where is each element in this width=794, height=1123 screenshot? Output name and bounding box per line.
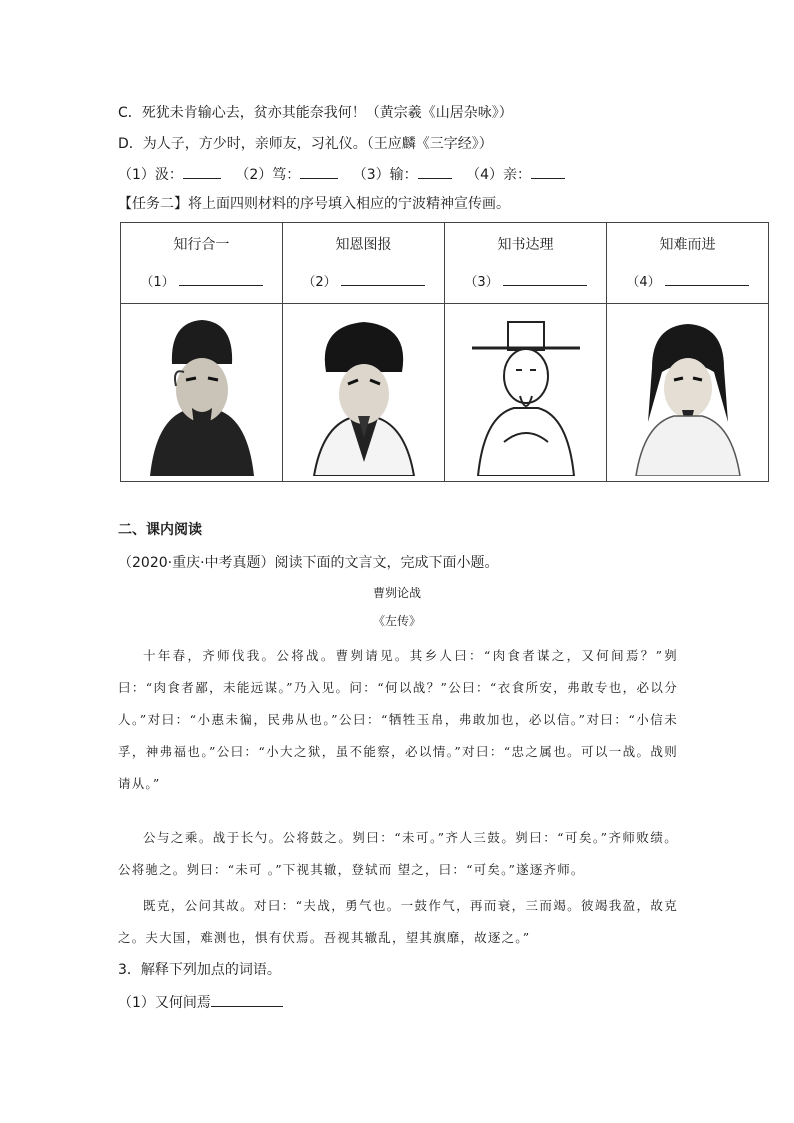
poster-blank-4[interactable] bbox=[665, 271, 749, 286]
question-3-1-blank[interactable] bbox=[211, 992, 283, 1007]
poster-cell-2 bbox=[283, 223, 445, 304]
poster-title-3: 知书达理 bbox=[497, 237, 554, 253]
portrait-cell-1 bbox=[121, 304, 283, 482]
answer-blank-4[interactable] bbox=[531, 164, 565, 179]
poster-num-1: （1） bbox=[140, 275, 175, 290]
section-heading: 二、课内阅读 bbox=[118, 522, 202, 538]
scholar-portrait-1 bbox=[142, 312, 262, 476]
scholar-portrait-4 bbox=[628, 312, 748, 476]
fill-in-label-4: （4）亲： bbox=[466, 167, 532, 183]
poster-num-4: （4） bbox=[626, 275, 661, 290]
poster-cell-1 bbox=[121, 223, 283, 304]
fill-in-label-3: （3）输： bbox=[352, 167, 418, 183]
poster-blank-2[interactable] bbox=[341, 271, 425, 286]
answer-blank-1[interactable] bbox=[183, 164, 221, 179]
option-c: C．死犹未肯输心去，贫亦其能奈我何！（黄宗羲《山居杂咏》） bbox=[118, 105, 513, 121]
fill-in-row bbox=[118, 164, 565, 185]
option-d: D．为人子，方少时，亲师友，习礼仪。（王应麟《三字经》） bbox=[118, 136, 493, 152]
portrait-cell-2 bbox=[283, 304, 445, 482]
task-two-instruction: 【任务二】将上面四则材料的序号填入相应的宁波精神宣传画。 bbox=[118, 196, 510, 212]
section-intro: （2020·重庆·中考真题）阅读下面的文言文，完成下面小题。 bbox=[118, 555, 499, 571]
poster-title-4: 知难而进 bbox=[659, 237, 716, 253]
answer-blank-2[interactable] bbox=[300, 164, 338, 179]
question-3-1 bbox=[118, 992, 283, 1013]
official-portrait-3 bbox=[464, 312, 588, 476]
question-3-1-label: （1）又何间焉 bbox=[118, 995, 211, 1011]
passage-paragraph-1: 十年春，齐师伐我。公将战。曹刿请见。其乡人曰：“肉食者谋之，又何间焉？”刿曰：“肉食者鄙，未能远谋。”乃入见。问：“何以战？”公曰：“衣食所安，弗敢专也，必以分人。”对曰：“小惠未徧，民弗从也。”公曰：“牺牲玉帛，弗敢加也，必以信。”对曰：“小信未孚，神弗福也。”公曰：“小大之狱，虽不能察，必以情。”对曰：“忠之属也。可以一战。战则请从。” bbox=[118, 648, 678, 791]
poster-table bbox=[120, 222, 769, 482]
passage-title: 曹刿论战 bbox=[372, 586, 421, 600]
poster-num-3: （3） bbox=[464, 275, 499, 290]
passage-paragraph-3: 既克，公问其故。对曰：“夫战，勇气也。一鼓作气，再而衰，三而竭。彼竭我盈，故克之。夫大国，难测也，惧有伏焉。吾视其辙乱，望其旗靡，故逐之。” bbox=[118, 898, 678, 945]
poster-cell-4 bbox=[607, 223, 769, 304]
passage-paragraph-2: 公与之乘。战于长勺。公将鼓之。刿曰：“未可。”齐人三鼓。刿曰：“可矣。”齐师败绩。公将驰之。刿曰：“未可 。”下视其辙，登轼而 望之，曰：“可矣。”遂逐齐师。 bbox=[118, 830, 678, 877]
portrait-cell-4 bbox=[607, 304, 769, 482]
answer-blank-3[interactable] bbox=[418, 164, 452, 179]
poster-title-1: 知行合一 bbox=[173, 237, 230, 253]
poster-blank-3[interactable] bbox=[503, 271, 587, 286]
passage-source: 《左传》 bbox=[372, 614, 421, 628]
fill-in-label-1: （1）汲： bbox=[118, 167, 183, 183]
poster-blank-1[interactable] bbox=[179, 271, 263, 286]
poster-num-2: （2） bbox=[302, 275, 337, 290]
question-3: 3．解释下列加点的词语。 bbox=[118, 962, 281, 978]
portrait-cell-3 bbox=[445, 304, 607, 482]
scholar-portrait-2 bbox=[304, 312, 424, 476]
poster-title-2: 知恩图报 bbox=[335, 237, 392, 253]
fill-in-label-2: （2）笃： bbox=[235, 167, 301, 183]
poster-cell-3 bbox=[445, 223, 607, 304]
